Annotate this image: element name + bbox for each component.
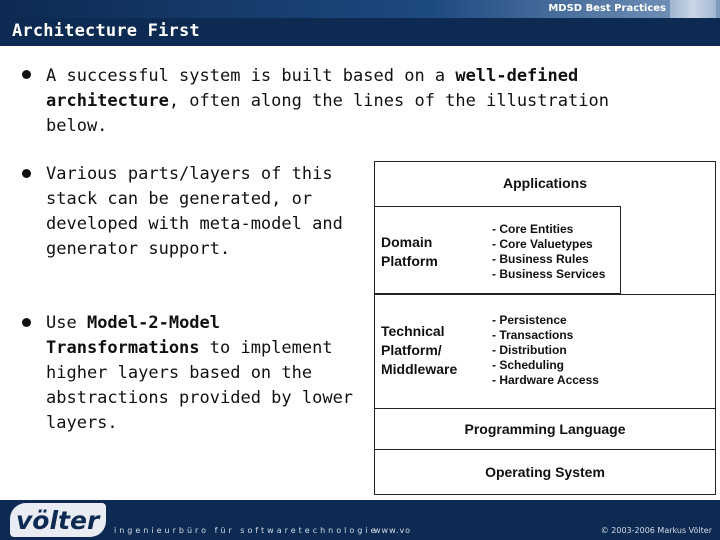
technical-platform-items [492, 313, 599, 388]
bullet-dot-1 [22, 70, 31, 79]
applications-label: Applications [502, 175, 587, 191]
bullet-1-part-1: A successful system is built based on a [46, 66, 456, 86]
page-title: Architecture First [12, 21, 200, 41]
layer-operating-system [375, 450, 715, 494]
technical-platform-label-2: Platform/ [381, 342, 442, 358]
bullet-text-1 [46, 64, 626, 139]
technical-item: - Persistence [492, 313, 567, 327]
operating-system-label: Operating System [485, 464, 605, 480]
domain-item: - Business Services [492, 267, 606, 281]
technical-item: - Distribution [492, 343, 567, 357]
domain-platform-label-1: Domain [381, 234, 433, 250]
bullet-1-part-3: , often along the lines of the illustration below. [46, 91, 609, 136]
technical-item: - Scheduling [492, 358, 564, 372]
logo-text: völter [16, 506, 100, 535]
layer-applications [375, 162, 715, 207]
bullet-text-3 [46, 311, 356, 436]
bullet-text-2 [46, 162, 356, 262]
footer-tagline: ingenieurbüro für softwaretechnologie [114, 526, 379, 535]
bullet-dot-2 [22, 169, 31, 178]
header-decoration [670, 0, 716, 18]
bullet-3-part-1: Use [46, 313, 87, 333]
technical-item: - Hardware Access [492, 373, 599, 387]
layer-technical-platform [375, 294, 715, 409]
domain-item: - Business Rules [492, 252, 589, 266]
header-tag: MDSD Best Practices [548, 3, 666, 14]
bullet-2-part-1: Various parts/layers of this stack can be generated, or developed with meta-model and generator support. [46, 164, 343, 259]
domain-platform-items [492, 222, 605, 282]
programming-language-label: Programming Language [464, 421, 626, 437]
layer-programming-language [375, 408, 715, 450]
layer-domain-platform [375, 206, 621, 294]
footer-url: www.vo [374, 526, 412, 535]
bullet-dot-3 [22, 318, 31, 327]
architecture-diagram [374, 161, 716, 495]
domain-item: - Core Valuetypes [492, 237, 593, 251]
technical-platform-label-3: Middleware [381, 361, 458, 377]
technical-item: - Transactions [492, 328, 574, 342]
bullet-3-part-2: Model-2-Model Transformations [46, 313, 221, 358]
footer-copyright: © 2003-2006 Markus Völter [600, 526, 712, 535]
domain-item: - Core Entities [492, 222, 574, 236]
technical-platform-label-1: Technical [381, 323, 445, 339]
bullet-1-part-2: well-defined architecture [46, 66, 579, 111]
domain-platform-label-2: Platform [381, 253, 438, 269]
bullet-3-part-3: to implement higher layers based on the abstractions provided by lower layers. [46, 338, 354, 433]
